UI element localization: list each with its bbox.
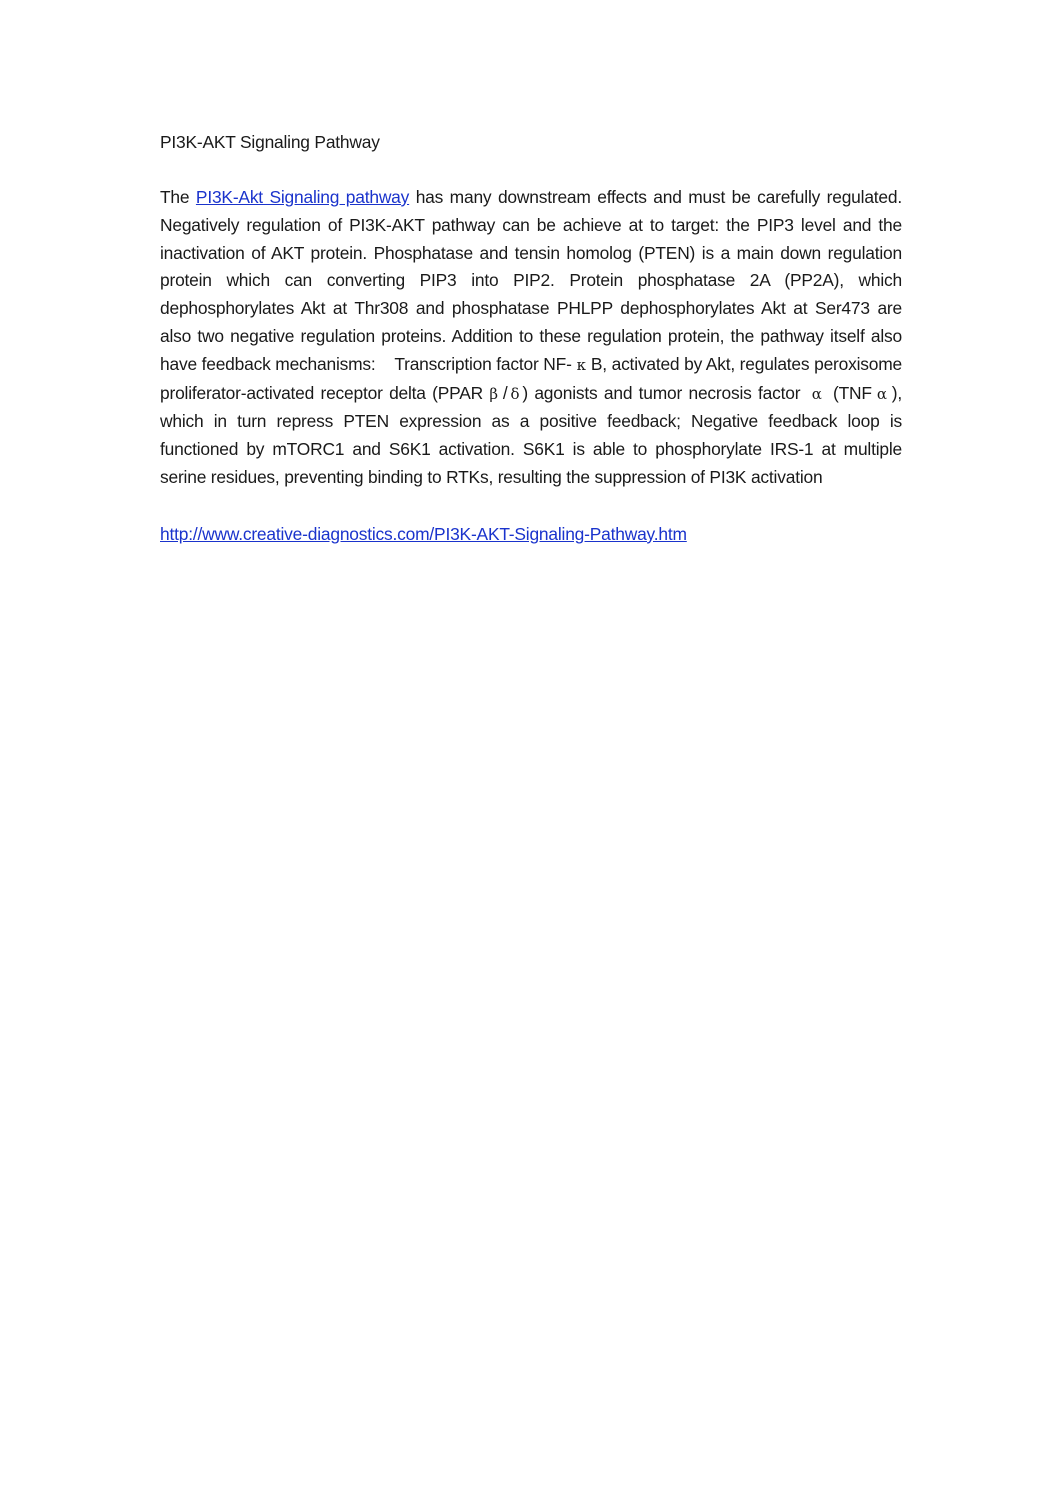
delta-symbol: δ	[510, 384, 520, 403]
kappa-symbol: κ	[576, 355, 586, 374]
paragraph-part-1: has many downstream effects and must be carefully regulated. Negatively regulation of PI3K-AKT pathway can be achieve at to target: the PIP3 level and the inactivation of AKT protein. Phosphatase and tensin homolog (PTEN) is a main down regulation protein which can converting PIP3 into PIP2. Protein phosphatase 2A (PP2A), which dephosphorylates Akt at Thr308 and phosphatase PHLPP dephosphorylates Akt at Ser473 are also two negative regulation proteins. Addition to these regulation protein, the pathway itself also have feedback mechanisms: Transcription factor NF-	[160, 187, 902, 374]
body-paragraph	[160, 184, 902, 492]
slash-symbol: /	[502, 382, 508, 403]
pathway-link[interactable]: PI3K-Akt Signaling pathway	[195, 187, 410, 207]
paragraph-lead: The	[160, 187, 196, 207]
alpha-symbol-2: α	[876, 384, 887, 403]
beta-symbol: β	[489, 384, 498, 403]
source-url-link[interactable]: http://www.creative-diagnostics.com/PI3K-AKT-Signaling-Pathway.htm	[160, 523, 687, 544]
paragraph-part-4: (TNF	[833, 382, 872, 403]
paragraph-part-2: B, activated by Akt, regulates peroxisome proliferator-activated receptor delta (PPAR	[160, 353, 902, 403]
page-title: PI3K-AKT Signaling Pathway	[160, 132, 380, 152]
source-paragraph	[160, 520, 902, 548]
alpha-symbol-1: α	[811, 384, 822, 403]
document-content	[160, 128, 902, 548]
paragraph-part-5: ), which in turn repress PTEN expression as a positive feedback; Negative feedback loop is functioned by mTORC1 and S6K1 activation. S6K1 is able to phosphorylate IRS-1 at multiple serine residues, preventing binding to RTKs, resulting the suppression of PI3K activation	[160, 382, 902, 487]
paragraph-part-3: ) agonists and tumor necrosis factor	[522, 382, 801, 403]
